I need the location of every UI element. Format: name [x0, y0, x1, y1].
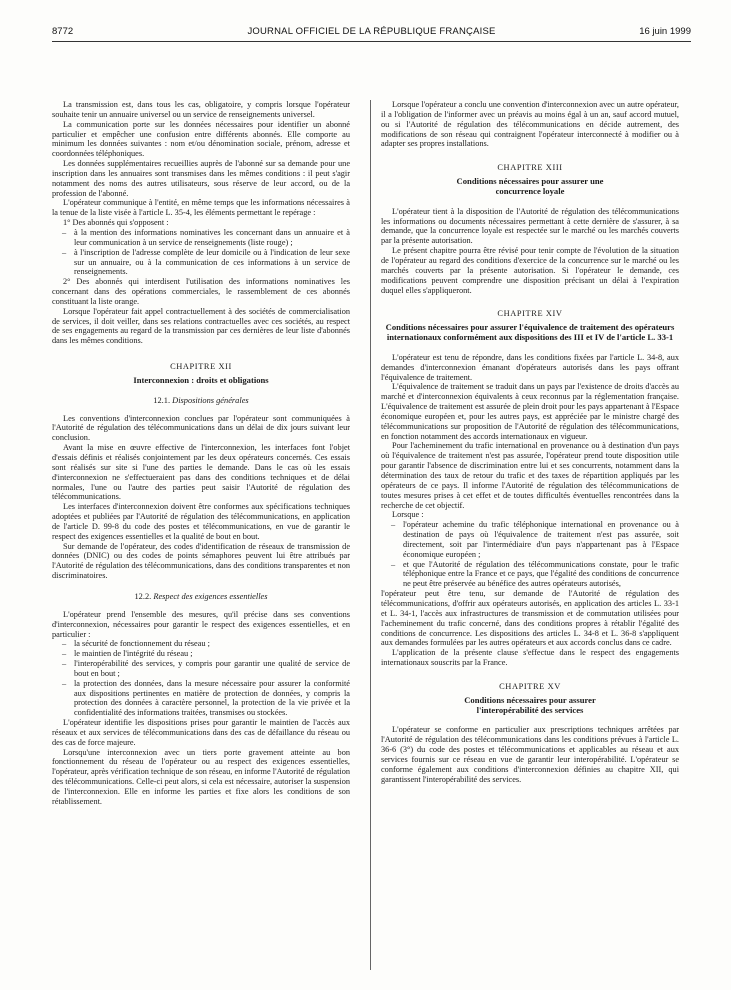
- paragraph: 1° Des abonnés qui s'opposent :: [63, 218, 169, 228]
- paragraph: L'opérateur prend l'ensemble des mesures, qu'il précise dans ses conventions d'interconnexion, nécessaires pour garantir le respect des exigences essentielles, et en particulier :: [52, 609, 350, 639]
- chapter-title: Conditions nécessaires pour assurer l'interopérabilité des services: [464, 694, 596, 715]
- chapter-label: CHAPITRE XV: [499, 681, 561, 691]
- list-item: – et que l'Autorité de régulation des télécommunications constate, pour le trafic téléphonique entre la France et ce pays, que l'égalité des conditions de concurrence ne peut être préservée au bénéfice des autres opérateurs autorisés,: [403, 560, 679, 590]
- page-header: [52, 26, 691, 40]
- paragraph: L'application de la présente clause s'effectue dans le respect des engagements internationaux souscrits par la France.: [381, 648, 679, 668]
- list-item: – à l'inscription de l'adresse complète de leur domicile ou à l'indication de leur sexe sur un annuaire, ou à la communication de ces informations à un service de renseignements.: [74, 248, 350, 278]
- chapter-title: Conditions nécessaires pour assurer l'équivalence de traitement des opérateurs internationaux conformément aux dispositions des III et IV de l'article L. 33-1: [385, 322, 675, 343]
- paragraph: Les conventions d'interconnexion conclues par l'opérateur sont communiquées à l'Autorité de régulation des télécommunications dans un délai de dix jours suivant leur conclusion.: [52, 413, 350, 443]
- chapter-label: CHAPITRE XII: [170, 362, 232, 372]
- paragraph: Avant la mise en œuvre effective de l'interconnexion, les interfaces font l'objet d'essais définis et réalisés conjointement par les deux opérateurs concernés. Ces essais sont réalisés sur site si l'une des parties le demande. Dans le cas où les essais d'interconnexion ne s'effectueraient pas dans des conditions techniques et de délai normales, l'une ou l'autre des parties peut saisir l'Autorité de régulation des télécommunications.: [52, 443, 350, 502]
- section-heading: [52, 396, 350, 406]
- chapter-title: Conditions nécessaires pour assurer une concurrence loyale: [456, 176, 604, 196]
- paragraph: Sur demande de l'opérateur, des codes d'identification de réseaux de transmission de données (DNIC) ou des codes de points sémaphores peuvent lui être attribués par l'Autorité de régulation des télécommunications, dans des conditions transparentes et non discriminatoires.: [52, 541, 350, 581]
- issue-date: 16 juin 1999: [639, 26, 691, 37]
- column-divider: [370, 100, 371, 970]
- paragraph: La communication porte sur les données nécessaires pour identifier un abonné particulier et empêcher une confusion entre différents abonnés. Elle comporte au minimum les données suivantes : nom et/ou dénomination sociale, prénom, adresse et coordonnées téléphoniques.: [52, 119, 350, 159]
- journal-title: JOURNAL OFFICIEL DE LA RÉPUBLIQUE FRANÇAISE: [247, 26, 496, 37]
- paragraph: l'opérateur peut être tenu, sur demande de l'Autorité de régulation des télécommunications, d'offrir aux opérateurs autorisés, en application des articles L. 33-1 et L. 34-1, l'accès aux infrastructures de transmission et de commutation utilisées pour l'acheminement du trafic concerné, dans des conditions propres à rétablir l'égalité des conditions de concurrence. Les dispositions des articles L. 34-8 et L. 36-8 s'appliquent aux demandes formulées par les autres opérateurs et aux accords conclus dans ce cadre.: [381, 589, 679, 648]
- page-number: 8772: [52, 26, 74, 37]
- chapter-label: CHAPITRE XIV: [497, 309, 563, 319]
- paragraph: L'opérateur identifie les dispositions prises pour garantir le maintien de l'accès aux réseaux et aux services de télécommunications dans des cas de défaillance du réseau ou des cas de force majeure.: [52, 718, 350, 747]
- list-item: – la protection des données, dans la mesure nécessaire pour assurer la conformité aux dispositions pertinentes en matière de protection de données, y compris la protection des données à caractère personnel, la protection de la vie privée et la confidentialité des informations traitées, transmises ou stockées.: [74, 679, 350, 718]
- list: [52, 228, 350, 277]
- left-column: [52, 100, 350, 807]
- paragraph: Lorsque l'opérateur a conclu une convention d'interconnexion avec un autre opérateur, il a l'obligation de l'informer avec un préavis au moins égal à un an, sauf accord mutuel, ou si l'Autorité de régulation des télécommunications en décide autrement, des modifications de son réseau qui contraignent l'opérateur interconnecté à modifier ou à adapter ses propres installations.: [381, 100, 679, 149]
- paragraph: Pour l'acheminement du trafic international en provenance ou à destination d'un pays où l'équivalence de traitement n'est pas assurée, l'opérateur prend toute disposition utile pour garantir l'absence de discrimination entre lui et ses concurrents, notamment dans la détermination des taux de retour du trafic et des taxes de répartition appliqués par les opérateurs de ce pays. Il informe l'Autorité de régulation des télécommunications de toutes mesures prises à cet effet et de toutes difficultés éventuelles rencontrées dans la recherche de cet objectif.: [381, 441, 679, 510]
- chapter-label: CHAPITRE XIII: [497, 163, 563, 173]
- paragraph: Le présent chapitre pourra être révisé pour tenir compte de l'évolution de la situation de l'opérateur au regard des conditions d'exercice de la concurrence sur le marché ou les marchés couverts par la présente autorisation. Si l'opérateur le demande, ces modifications peuvent comprendre une disposition précisant un délai à l'expiration duquel elles s'appliqueront.: [381, 246, 679, 295]
- paragraph: L'opérateur est tenu de répondre, dans les conditions fixées par l'article L. 34-8, aux demandes d'interconnexion émanant d'opérateurs autorisés dans les pays offrant l'équivalence de traitement.: [381, 352, 679, 382]
- list: [381, 520, 679, 589]
- section-number: 12.2.: [134, 591, 152, 601]
- list-item: – à la mention des informations nominatives les concernant dans un annuaire et à leur communication à un service de renseignements (liste rouge) ;: [74, 228, 350, 248]
- paragraph: L'opérateur communique à l'entité, en même temps que les informations nécessaires à la tenue de la liste visée à l'article L. 35-4, les éléments permettant le repérage :: [52, 198, 350, 218]
- paragraph: L'équivalence de traitement se traduit dans un pays par l'existence de droits d'accès au marché et d'interconnexion équivalents à ceux reconnus par la réglementation française. L'équivalence de traitement est assurée de plein droit pour les pays appartenant à l'Espace économique européen et, pour les autres pays, est appréciée par le ministre chargé des télécommunications sur proposition de l'Autorité de régulation des télécommunications, en fonction notamment des accords internationaux en vigueur.: [381, 382, 679, 441]
- section-number: 12.1.: [153, 395, 171, 405]
- header-rule: [52, 41, 691, 42]
- paragraph: Les données supplémentaires recueillies auprès de l'abonné sur sa demande pour une inscription dans les annuaires sont transmises dans les mêmes conditions : il peut s'agir notamment des noms des autres utilisateurs, sous réserve de leur accord, ou de la profession de l'abonné.: [52, 159, 350, 198]
- list: [52, 639, 350, 718]
- right-column: [381, 100, 679, 784]
- section-heading: [52, 592, 350, 602]
- list-item: – l'interopérabilité des services, y compris pour garantir une qualité de service de bout en bout ;: [74, 659, 350, 679]
- chapter-title: Interconnexion : droits et obligations: [133, 374, 269, 385]
- paragraph: 2° Des abonnés qui interdisent l'utilisation des informations nominatives les concernant dans des opérations commerciales, le rassemblement de ces abonnés constituant la liste orange.: [52, 277, 350, 306]
- paragraph: L'opérateur tient à la disposition de l'Autorité de régulation des télécommunications les informations ou documents nécessaires permettant à cette dernière de s'assurer, à sa demande, que la concurrence loyale est respectée sur le marché ou les marchés couverts par la présente autorisation.: [381, 206, 679, 246]
- paragraph: Lorsque :: [392, 510, 424, 520]
- section-title: Dispositions générales: [172, 395, 249, 405]
- list-item: – la sécurité de fonctionnement du réseau ;: [74, 639, 350, 649]
- paragraph: La transmission est, dans tous les cas, obligatoire, y compris lorsque l'opérateur souhaite tenir un annuaire universel ou un service de renseignements universel.: [52, 100, 350, 119]
- list-item: – l'opérateur achemine du trafic téléphonique international en provenance ou à destination de pays où l'équivalence de traitement n'est pas assurée, soit directement, soit par l'intermédiaire d'un pays n'appartenant pas à l'Espace économique européen ;: [403, 520, 679, 559]
- paragraph: L'opérateur se conforme en particulier aux prescriptions techniques arrêtées par l'Autorité de régulation des télécommunications dans les conditions prévues à l'article L. 36-6 (3°) du code des postes et télécommunications et applicables au réseau et aux services fournis sur ce réseau en vue de garantir leur interopérabilité. L'opérateur se conforme également aux conditions d'interconnexion définies au chapitre XII, qui garantissent l'interopérabilité des services.: [381, 725, 679, 784]
- list-item: – le maintien de l'intégrité du réseau ;: [74, 649, 350, 659]
- section-title: Respect des exigences essentielles: [153, 591, 268, 601]
- paragraph: Lorsque l'opérateur fait appel contractuellement à des sociétés de commercialisation de services, il doit veiller, dans ses relations contractuelles avec ces sociétés, au respect de ses engagements au regard de la transmission par ces dernières de leur liste d'abonnés dans les mêmes conditions.: [52, 306, 350, 346]
- paragraph: Lorsqu'une interconnexion avec un tiers porte gravement atteinte au bon fonctionnement du réseau de l'opérateur ou au respect des exigences essentielles, l'opérateur, après vérification technique de son réseau, en informe l'Autorité de régulation des télécommunications. Celle-ci peut alors, si cela est nécessaire, autoriser la suspension de l'interconnexion. Elle en informe les parties et fixe alors les conditions de son rétablissement.: [52, 747, 350, 806]
- paragraph: Les interfaces d'interconnexion doivent être conformes aux spécifications techniques adoptées et publiées par l'Autorité de régulation des télécommunications, en application de l'article D. 99-8 du code des postes et télécommunications, en vue de garantir le respect des exigences essentielles et la qualité de bout en bout.: [52, 502, 350, 541]
